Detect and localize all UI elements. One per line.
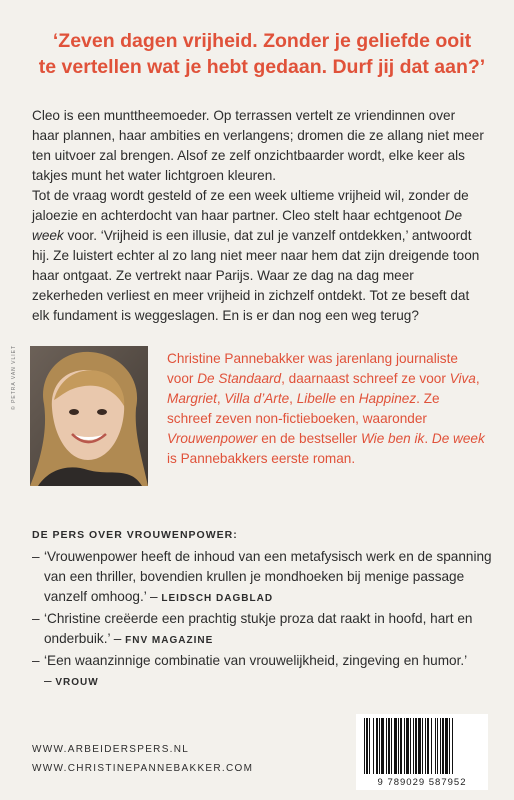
barcode-bar (427, 718, 429, 774)
isbn-digits: 9 789029 587952 (377, 777, 467, 788)
blurb-paragraph-1: Cleo is een munttheemoeder. Op terrassen vertelt ze vriendinnen over haar plannen, haar ambities en verlangens; dromen die ze allang niet meer ten uitvoer zal brengen. Alsof ze zelf onzichtbaarder wordt, elke keer als takjes munt het water lichtgroen kleuren. (32, 108, 484, 183)
bio-text: . Ze schreef zeven non-fictieboeken, waaronder (167, 391, 440, 426)
barcode-bar (364, 718, 365, 774)
bio-text: Christine Pannebakker was jarenlang journaliste voor (167, 351, 458, 386)
barcode-bar (394, 718, 397, 774)
bio-italic: Libelle (296, 391, 337, 406)
author-url[interactable]: WWW.CHRISTINEPANNEBAKKER.COM (32, 763, 254, 774)
barcode-bar (445, 718, 448, 774)
barcode-bar (415, 718, 417, 774)
barcode-bar (425, 718, 426, 774)
bio-text: is Pannebakkers eerste roman. (167, 451, 356, 466)
barcode-bar (369, 718, 370, 774)
quote-separator: – (110, 631, 126, 646)
book-blurb (32, 106, 484, 326)
barcode-bar (410, 718, 411, 774)
bio-text: , (216, 391, 225, 406)
bio-italic: Happinez (358, 391, 417, 406)
barcode-bar (386, 718, 387, 774)
barcode-bar (400, 718, 402, 774)
press-heading: DE PERS OVER VROUWENPOWER: (32, 529, 238, 541)
barcode-bar (381, 718, 384, 774)
quote-source: VROUW (55, 677, 99, 688)
barcode-bar (406, 718, 409, 774)
barcode-bar (418, 718, 421, 774)
bio-italic: Viva (449, 371, 476, 386)
quote-text: ‘Christine creëerde een prachtig stukje proza dat raakt in hoofd, hart en onderbuik.’ (44, 611, 473, 646)
quote-separator: – (44, 673, 56, 688)
bio-text: en de bestseller (257, 431, 361, 446)
author-bio (167, 349, 485, 469)
barcode-bar (449, 718, 450, 774)
barcode-bar (366, 718, 368, 774)
book-title-italic: De week (32, 208, 463, 243)
quote-text: ‘Een waanzinnige combinatie van vrouwelijkheid, zingeving en humor.’ (44, 653, 468, 668)
barcode-bar (422, 718, 423, 774)
blurb-paragraph-2 (32, 186, 484, 326)
quote-source: LEIDSCH DAGBLAD (161, 593, 274, 604)
bio-text: , daarnaast schreef ze voor (281, 371, 450, 386)
quote-source-line (44, 671, 492, 693)
barcode-bar (442, 718, 444, 774)
barcode-bar (452, 718, 453, 774)
press-quote (32, 651, 492, 693)
bio-text: , (475, 371, 480, 386)
barcode-bar (398, 718, 399, 774)
barcode-bar (373, 718, 374, 774)
press-quote (32, 609, 492, 651)
barcode-bars (356, 714, 488, 776)
barcode-bar (437, 718, 438, 774)
blurb-text: voor. ‘Vrijheid is een illusie, dat zul je vanzelf ontdekken,’ antwoordt hij. Ze luistert echter al zo lang niet meer naar hem dat zijn dreigende toon haar ontgaat. Ze vertrekt naar Parijs. Waar ze dag na dag meer zekerheden verliest en meer vrijheid in zichzelf ontdekt. Tot ze beseft dat elk fundament is weggeslagen. En is er dan nog een weg terug? (32, 228, 480, 323)
bio-italic: Vrouwenpower (167, 431, 258, 446)
barcode-bar (376, 718, 378, 774)
photo-credit: © PETRA VAN VLIET (11, 344, 17, 410)
bio-italic: Margriet (167, 391, 217, 406)
publisher-url[interactable]: WWW.ARBEIDERSPERS.NL (32, 744, 190, 755)
bio-text: . (424, 431, 432, 446)
barcode-bar (379, 718, 380, 774)
barcode-bar (388, 718, 390, 774)
author-photo (30, 346, 148, 486)
barcode-bar (431, 718, 432, 774)
barcode-bar (440, 718, 441, 774)
press-quote (32, 547, 492, 609)
quote-source: FNV MAGAZINE (125, 635, 214, 646)
cover-tagline: ‘Zeven dagen vrijheid. Zonder je geliefde ooit te vertellen wat je hebt gedaan. Durf jij dat aan?’ (38, 30, 486, 78)
bio-text: , (289, 391, 297, 406)
bio-text: en (336, 391, 359, 406)
bio-italic: De Standaard (197, 371, 282, 386)
bio-italic: Villa d’Arte (224, 391, 290, 406)
quote-separator: – (146, 589, 162, 604)
bio-italic: De week (431, 431, 485, 446)
quote-text: ‘Vrouwenpower heeft de inhoud van een metafysisch werk en de spanning van een thriller, bovendien krullen je mondhoeken bij menige passage vanzelf omhoog.’ (44, 549, 492, 604)
blurb-text: Tot de vraag wordt gesteld of ze een week ultieme vrijheid wil, zonder de jaloezie en achterdocht van haar partner. Cleo stelt haar echtgenoot (32, 188, 469, 223)
barcode-bar (404, 718, 405, 774)
barcode-bar (413, 718, 414, 774)
barcode-bar (391, 718, 392, 774)
barcode-bar (435, 718, 436, 774)
bio-italic: Wie ben ik (360, 431, 425, 446)
author-portrait-image (30, 346, 148, 486)
website-links (32, 740, 253, 778)
press-quotes (32, 547, 492, 693)
